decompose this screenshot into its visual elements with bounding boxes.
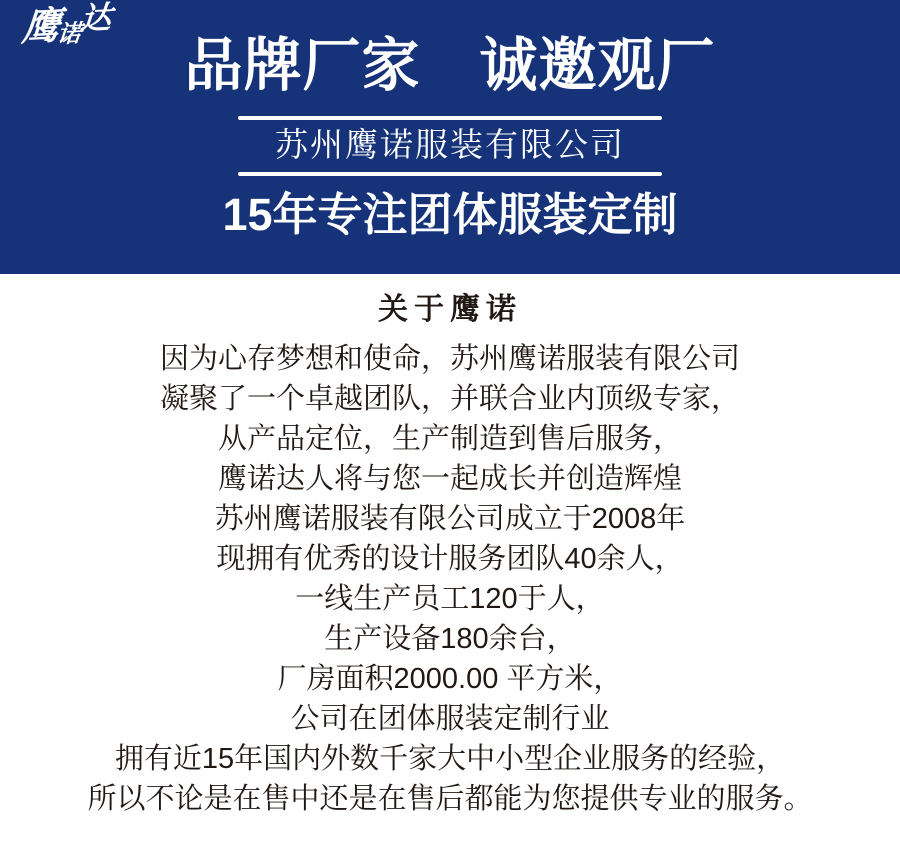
company-name: 苏州鹰诺服装有限公司 [275,125,625,163]
about-line: 从产品定位，生产制造到售后服务， [217,423,682,455]
about-body [0,339,900,819]
banner-title: 品牌厂家 诚邀观厂 [184,33,716,98]
about-line: 所以不论是在售中还是在售后都能为您提供专业的服务。 [87,783,813,815]
about-heading: 关于鹰诺 [378,293,522,326]
brand-logo [20,2,113,50]
about-line: 一线生产员工120于人， [295,583,605,615]
about-line: 因为心存梦想和使命，苏州鹰诺服装有限公司 [159,343,740,375]
divider-line [238,172,662,176]
header-banner [0,0,900,274]
about-line: 苏州鹰诺服装有限公司成立于2008年 [214,503,686,535]
about-line: 厂房面积2000.00 平方米， [277,663,623,695]
divider-line [238,116,662,120]
logo-char: 鹰 [20,5,62,50]
logo-char: 诺 [56,20,83,49]
about-line: 凝聚了一个卓越团队，并联合业内顶级专家， [159,383,740,415]
about-section [0,293,900,819]
about-line: 公司在团体服装定制行业 [290,703,610,735]
about-line: 鹰诺达人将与您一起成长并创造辉煌 [217,463,682,495]
about-line: 生产设备180余台， [324,623,576,655]
logo-char: 达 [78,0,114,37]
about-line: 现拥有优秀的设计服务团队40余人， [216,543,684,575]
banner-tagline: 15年专注团体服装定制 [222,189,678,241]
about-line: 拥有近15年国内外数千家大中小型企业服务的经验， [114,743,786,775]
